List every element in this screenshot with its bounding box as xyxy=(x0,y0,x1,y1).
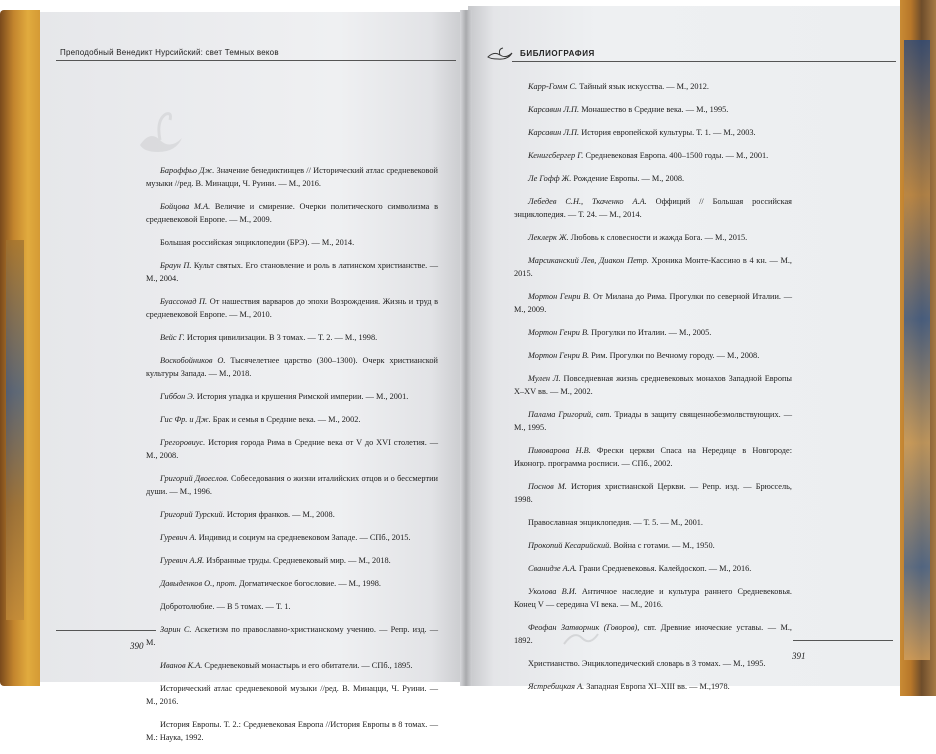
footer-rule-left xyxy=(56,630,156,631)
entry-author: Леклерк Ж. xyxy=(528,233,569,242)
bibliography-entry xyxy=(514,562,792,575)
entry-text: Монашество в Средние века. — М., 1995. xyxy=(579,105,729,114)
entry-author: Бароффьо Дж. xyxy=(160,166,215,175)
bibliography-entry xyxy=(146,718,438,744)
entry-author: Феофан Затворник (Говоров), xyxy=(528,623,640,632)
header-rule-left xyxy=(56,60,456,61)
entry-text: Средневековая Европа. 400–1500 годы. — М., 2001. xyxy=(583,151,769,160)
bibliography-entry xyxy=(514,657,792,670)
page-number-left: 390 xyxy=(130,641,144,651)
entry-text: Аскетизм по православно-христианскому учению. — Репр. изд. — М. xyxy=(146,625,438,647)
book-gutter xyxy=(460,10,472,686)
footer-rule-right xyxy=(793,640,893,641)
entry-text: Избранные труды. Средневековый мир. — М., 2018. xyxy=(204,556,391,565)
cover-artwork xyxy=(904,40,930,660)
bibliography-entry xyxy=(146,472,438,498)
page-number-right: 391 xyxy=(792,651,806,661)
entry-text: Любовь к словесности и жажда Бога. — М., 2015. xyxy=(568,233,748,242)
entry-author: Пивоварова Н.В. xyxy=(528,446,591,455)
bibliography-entry xyxy=(514,254,792,280)
entry-text: Рим. Прогулки по Вечному городу. — М., 2008. xyxy=(589,351,760,360)
entry-author: Давыденков О., прот. xyxy=(160,579,237,588)
entry-text: От нашествия варваров до эпохи Возрождения. Жизнь и труд в средневековой Европе. — М., 2010. xyxy=(146,297,438,319)
bibliography-list-left xyxy=(146,164,438,754)
entry-author: Палама Григорий, свт. xyxy=(528,410,612,419)
bibliography-entry xyxy=(146,436,438,462)
entry-author: Браун П. xyxy=(160,261,192,270)
bibliography-entry xyxy=(146,259,438,285)
bibliography-entry xyxy=(514,585,792,611)
entry-author: Григорий Турский. xyxy=(160,510,225,519)
running-head-right: БИБЛИОГРАФИЯ xyxy=(520,49,595,58)
entry-text: История города Рима в Средние века от V до XVI столетия. — М., 2008. xyxy=(146,438,438,460)
bibliography-entry xyxy=(146,682,438,708)
entry-text: Оффиций // Большая российская энциклопедия. — Т. 24. — М., 2014. xyxy=(514,197,792,219)
entry-text: История франков. — М., 2008. xyxy=(224,510,335,519)
bibliography-entry xyxy=(514,149,792,162)
entry-text: Брак и семья в Средние века. — М., 2002. xyxy=(210,415,361,424)
bibliography-entry xyxy=(514,126,792,139)
bibliography-entry xyxy=(514,290,792,316)
bibliography-entry xyxy=(146,531,438,544)
entry-author: Карр-Гомм С. xyxy=(528,82,578,91)
entry-text: Прогулки по Италии. — М., 2005. xyxy=(589,328,712,337)
bibliography-entry xyxy=(146,295,438,321)
entry-text: История европейской культуры. Т. 1. — М., 2003. xyxy=(579,128,756,137)
entry-text: Величие и смирение. Очерки политического символизма в средневековой Европе. — М., 2009. xyxy=(146,202,438,224)
entry-author: Иванов К.А. xyxy=(160,661,203,670)
entry-text: Рождение Европы. — М., 2008. xyxy=(571,174,685,183)
bibliography-entry xyxy=(146,390,438,403)
entry-author: Гуревич А.Я. xyxy=(160,556,205,565)
entry-text: Исторический атлас средневековой музыки //ред. В. Минацци, Ч. Руини. — М., 2016. xyxy=(146,684,438,706)
entry-text: Значение бенедиктинцев // Исторический атлас средневековой музыки //ред. В. Минацци, Ч. Руини. — М., 2016. xyxy=(146,166,438,188)
entry-text: Тысячелетнее царство (300–1300). Очерк христианской культуры Запада. — М., 2018. xyxy=(146,356,438,378)
entry-author: Мулен Л. xyxy=(528,374,561,383)
entry-author: Воскобойников О. xyxy=(160,356,226,365)
bibliography-entry xyxy=(146,331,438,344)
entry-author: Карсавин Л.П. xyxy=(528,128,580,137)
bibliography-entry xyxy=(514,480,792,506)
entry-author: Сванидзе А.А. xyxy=(528,564,577,573)
entry-author: Уколова В.И. xyxy=(528,587,577,596)
bibliography-entry xyxy=(146,354,438,380)
entry-author: Грегоровиус. xyxy=(160,438,206,447)
bibliography-entry xyxy=(146,659,438,672)
entry-author: Поснов М. xyxy=(528,482,567,491)
entry-text: Христианство. Энциклопедический словарь в 3 томах. — М., 1995. xyxy=(528,659,766,668)
bibliography-entry xyxy=(514,680,792,693)
entry-text: История цивилизации. В 3 томах. — Т. 2. — М., 1998. xyxy=(184,333,378,342)
bibliography-entry xyxy=(514,195,792,221)
entry-author: Буассонад П. xyxy=(160,297,208,306)
entry-text: История Европы. Т. 2.: Средневековая Европа //История Европы в 8 томах. — М.: Наука, 1992. xyxy=(146,720,438,742)
bibliography-entry xyxy=(146,236,438,249)
entry-text: Западная Европа XI–XIII вв. — М.,1978. xyxy=(584,682,730,691)
bibliography-entry xyxy=(514,349,792,362)
entry-author: Григорий Двоеслов. xyxy=(160,474,229,483)
entry-text: Триады в защиту священнобезмолвствующих. — М., 1995. xyxy=(514,410,792,432)
entry-text: История упадка и крушения Римской империи. — М., 2001. xyxy=(194,392,409,401)
entry-author: Гиббон Э. xyxy=(160,392,195,401)
entry-author: Прокопий Кесарийский. xyxy=(528,541,612,550)
entry-text: Фрески церкви Спаса на Нередице в Новгороде: Иконогр. программа росписи. — СПб., 2002. xyxy=(514,446,792,468)
entry-author: Зарин С. xyxy=(160,625,192,634)
entry-text: Добротолюбие. — В 5 томах. — Т. 1. xyxy=(160,602,291,611)
book-cover-left-edge xyxy=(0,10,40,686)
entry-author: Бойцова М.А. xyxy=(160,202,211,211)
entry-text: Античное наследие и культура раннего Средневековья. Конец V — середина VI века. — М., 2016. xyxy=(514,587,792,609)
entry-author: Лебедев С.Н., Ткаченко А.А. xyxy=(528,197,647,206)
entry-text: Собеседования о жизни италийских отцов и о бессмертии души. — М., 1996. xyxy=(146,474,438,496)
bibliography-entry xyxy=(514,408,792,434)
bibliography-entry xyxy=(146,200,438,226)
bibliography-entry xyxy=(514,231,792,244)
entry-text: Повседневная жизнь средневековых монахов Западной Европы X–XV вв. — М., 2002. xyxy=(514,374,792,396)
entry-text: свт. Древние иноческие уставы. — М., 1892. xyxy=(514,623,792,645)
entry-author: Ле Гофф Ж. xyxy=(528,174,572,183)
entry-text: Большая российская энциклопедии (БРЭ). — М., 2014. xyxy=(160,238,355,247)
swan-emblem-icon xyxy=(130,100,190,160)
entry-text: Средневековый монастырь и его обитатели. — СПб., 1895. xyxy=(202,661,413,670)
entry-author: Вейс Г. xyxy=(160,333,185,342)
bibliography-entry xyxy=(146,164,438,190)
running-head-left: Преподобный Венедикт Нурсийский: свет Темных веков xyxy=(60,48,279,57)
entry-author: Мортон Генри В. xyxy=(528,328,590,337)
entry-author: Марсиканский Лев, Диакон Петр. xyxy=(528,256,649,265)
entry-text: Догматическое богословие. — М., 1998. xyxy=(236,579,381,588)
bibliography-entry xyxy=(146,508,438,521)
entry-text: Хроника Монте-Кассино в 4 кн. — М., 2015. xyxy=(514,256,792,278)
swan-ornament-icon xyxy=(486,47,514,61)
bibliography-entry xyxy=(146,623,438,649)
entry-author: Мортон Генри В. xyxy=(528,351,590,360)
bibliography-entry xyxy=(514,516,792,529)
entry-text: Православная энциклопедия. — Т. 5. — М., 2001. xyxy=(528,518,704,527)
bibliography-list-right xyxy=(514,80,792,703)
bibliography-entry xyxy=(146,600,438,613)
entry-author: Гуревич А. xyxy=(160,533,197,542)
bibliography-entry xyxy=(146,577,438,590)
bibliography-entry xyxy=(514,80,792,93)
bibliography-entry xyxy=(514,372,792,398)
entry-author: Кенигсбергер Г. xyxy=(528,151,584,160)
bibliography-entry xyxy=(514,326,792,339)
entry-author: Мортон Генри В. xyxy=(528,292,591,301)
bibliography-entry xyxy=(514,103,792,116)
entry-text: Грани Средневековья. Калейдоскоп. — М., 2016. xyxy=(576,564,752,573)
entry-text: Тайный язык искусства. — М., 2012. xyxy=(577,82,709,91)
entry-author: Ястребицкая А. xyxy=(528,682,585,691)
bibliography-entry xyxy=(514,172,792,185)
bibliography-entry xyxy=(514,444,792,470)
entry-text: Индивид и социум на средневековом Западе. — СПб., 2015. xyxy=(196,533,411,542)
entry-text: Культ святых. Его становление и роль в латинском христианстве. — М., 2004. xyxy=(146,261,438,283)
header-rule-right xyxy=(512,61,896,62)
bibliography-entry xyxy=(514,539,792,552)
bibliography-entry xyxy=(146,413,438,426)
publisher-mark-icon xyxy=(560,620,600,650)
entry-text: От Милана до Рима. Прогулки по северной Италии. — М., 2009. xyxy=(514,292,792,314)
bibliography-entry xyxy=(514,621,792,647)
bibliography-entry xyxy=(146,554,438,567)
entry-text: История христианской Церкви. — Репр. изд. — Брюссель, 1998. xyxy=(514,482,792,504)
entry-author: Карсавин Л.П. xyxy=(528,105,580,114)
entry-author: Гис Фр. и Дж. xyxy=(160,415,211,424)
entry-text: Война с готами. — М., 1950. xyxy=(611,541,715,550)
